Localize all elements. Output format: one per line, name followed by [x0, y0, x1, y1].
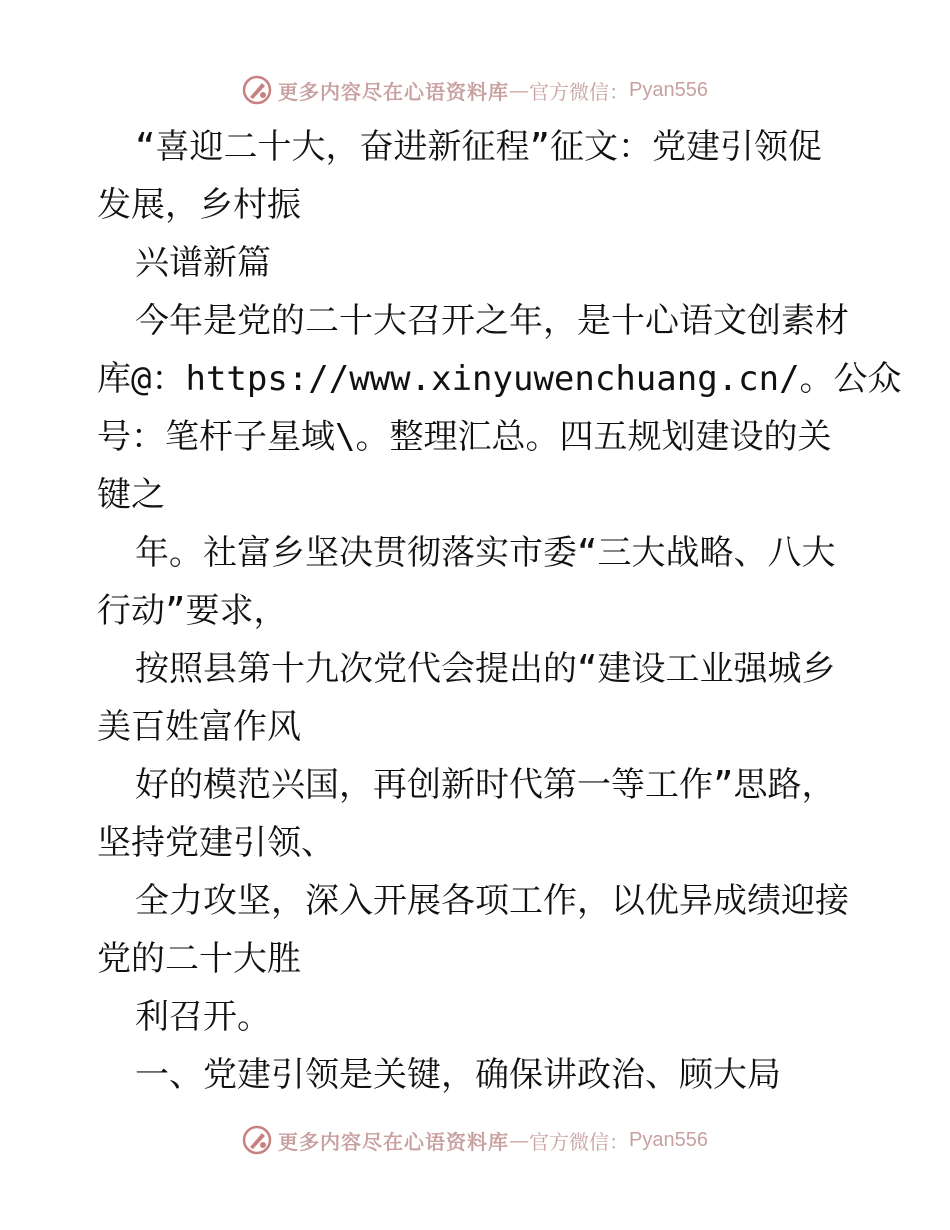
watermark-main-text: 更多内容尽在心语资料库	[278, 1129, 510, 1154]
text-line: 利召开。	[135, 997, 271, 1037]
text-line: 号：笔杆子星域\。整理汇总。四五规划建设的关	[97, 417, 832, 457]
watermark-separator: —	[509, 78, 530, 102]
quill-seal-icon	[242, 1125, 272, 1155]
document-body	[97, 118, 902, 1104]
watermark-sub-text: 官方微信：	[529, 79, 630, 104]
watermark-separator: —	[509, 1128, 530, 1152]
text-line: 一、党建引领是关键，确保讲政治、顾大局	[135, 1055, 781, 1095]
watermark-sub-text: 官方微信：	[529, 1129, 630, 1154]
text-line: 兴谱新篇	[135, 243, 271, 283]
quill-seal-icon	[242, 75, 272, 105]
text-line: “喜迎二十大，奋进新征程”征文：党建引领促	[135, 127, 822, 167]
text-line: 全力攻坚，深入开展各项工作，以优异成绩迎接	[135, 881, 849, 921]
text-line: 好的模范兴国，再创新时代第一等工作”思路，	[135, 765, 836, 805]
text-line: 美百姓富作风	[97, 707, 301, 747]
watermark-main-text: 更多内容尽在心语资料库	[278, 79, 510, 104]
watermark-code: Pyan556	[629, 78, 708, 101]
text-line: 年。社富乡坚决贯彻落实市委“三大战略、八大	[135, 533, 836, 573]
watermark-header	[0, 70, 950, 110]
text-line: 坚持党建引领、	[97, 823, 335, 863]
text-line: 今年是党的二十大召开之年，是十心语文创素材	[135, 301, 849, 341]
text-line: 行动”要求，	[97, 591, 288, 631]
text-line: 发展，乡村振	[97, 185, 301, 225]
watermark-code: Pyan556	[629, 1128, 708, 1151]
text-line: 党的二十大胜	[97, 939, 301, 979]
text-line: 库@：https://www.xinyuwenchuang.cn/。公众	[97, 359, 902, 399]
watermark-footer	[0, 1120, 950, 1160]
text-line: 键之	[97, 475, 165, 515]
text-line: 按照县第十九次党代会提出的“建设工业强城乡	[135, 649, 836, 689]
